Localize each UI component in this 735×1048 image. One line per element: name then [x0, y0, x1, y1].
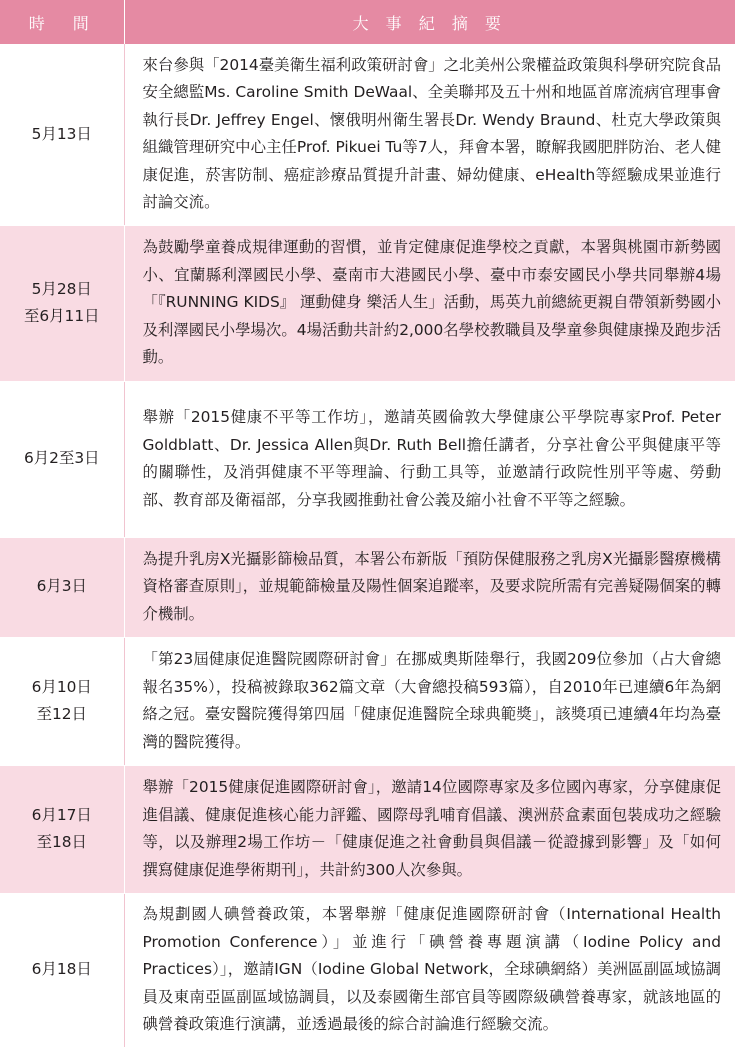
event-cell: 為鼓勵學童養成規律運動的習慣，並肯定健康促進學校之貢獻，本署與桃園市新勢國小、宜蘭縣利澤國民小學、臺南市大港國民小學、臺中市泰安國民小學共同舉辦4場「『RUNNING KIDS』 運動健身 樂活人生」活動，馬英九前總統更親自帶領新勢國小及利澤國民小學場次。4場活動共計約2,000名學校教職員及學童參與健康操及跑步活動。 [124, 225, 735, 381]
table-row [0, 537, 735, 637]
date-cell [0, 765, 124, 893]
date-cell [0, 381, 124, 537]
date-text: 6月2至3日 [23, 449, 100, 468]
date-text: 6月10日 [31, 677, 92, 696]
date-text: 5月28日 [31, 279, 92, 298]
event-cell: 舉辦「2015健康不平等工作坊」，邀請英國倫敦大學健康公平學院專家Prof. Peter Goldblatt、Dr. Jessica Allen與Dr. Ruth Bell擔任講者，分享社會公平與健康平等的關聯性，及消弭健康不平等理論、行動工具等，並邀請行政院性別平等處、勞動部、教育部及衛福部，分享我國推動社會公義及縮小社會不平等之經驗。 [124, 381, 735, 537]
date-cell [0, 537, 124, 637]
event-column-header: 大 事 紀 摘 要 [124, 0, 735, 44]
table-row [0, 893, 735, 1047]
date-text: 至6月11日 [23, 307, 100, 325]
event-cell: 舉辦「2015健康促進國際研討會」，邀請14位國際專家及多位國內專家，分享健康促進倡議、健康促進核心能力評鑑、國際母乳哺育倡議、澳洲菸盒素面包裝成功之經驗等，以及辦理2場工作坊－「健康促進之社會動員與倡議－從證據到影響」及「如何撰寫健康促進學術期刊」，共計約300人次參與。 [124, 765, 735, 893]
table-row [0, 225, 735, 381]
date-cell [0, 637, 124, 765]
event-cell: 為規劃國人碘營養政策，本署舉辦「健康促進國際研討會（International Health Promotion Conference）」並進行「碘營養專題演講（Iodine Policy and Practices）」，邀請IGN（Iodine Global Network，全球碘網絡）美洲區副區域協調員及東南亞區副區域協調員，以及泰國衛生部官員等國際級碘營養專家，就該地區的碘營養政策進行演講，並透過最後的綜合討論進行經驗交流。 [124, 893, 735, 1047]
date-text: 5月13日 [31, 124, 92, 143]
date-cell [0, 893, 124, 1047]
date-text: 至12日 [36, 705, 87, 723]
date-text: 6月18日 [31, 960, 92, 979]
table-row [0, 44, 735, 225]
date-column-header: 時 間 [0, 0, 124, 44]
date-text: 至18日 [36, 833, 87, 851]
date-cell [0, 44, 124, 225]
event-cell: 來台參與「2014臺美衛生福利政策研討會」之北美州公衆權益政策與科學研究院食品安全總監Ms. Caroline Smith DeWaal、全美聯邦及五十州和地區首席流病官理事會執行長Dr. Jeffrey Engel、懷俄明州衛生署長Dr. Wendy Braund、杜克大學政策與組織管理研究中心主任Prof. Pikuei Tu等7人，拜會本署，瞭解我國肥胖防治、老人健康促進，菸害防制、癌症診療品質提升計畫、婦幼健康、eHealth等經驗成果並進行討論交流。 [124, 44, 735, 225]
date-text: 6月3日 [36, 577, 87, 596]
table-row [0, 381, 735, 537]
date-cell [0, 225, 124, 381]
table-row [0, 765, 735, 893]
header-row [0, 0, 735, 44]
event-cell: 為提升乳房X光攝影篩檢品質，本署公布新版「預防保健服務之乳房X光攝影醫療機構資格審查原則」，並規範篩檢量及陽性個案追蹤率，及要求院所需有完善疑陽個案的轉介機制。 [124, 537, 735, 637]
table-row [0, 637, 735, 765]
event-cell: 「第23屆健康促進醫院國際研討會」在挪威奧斯陸舉行，我國209位參加（占大會總報名35%），投稿被錄取362篇文章（大會總投稿593篇），自2010年已連續6年為網絡之冠。臺安醫院獲得第四屆「健康促進醫院全球典範獎」，該獎項已連續4年均為臺灣的醫院獲得。 [124, 637, 735, 765]
date-text: 6月17日 [31, 805, 92, 824]
